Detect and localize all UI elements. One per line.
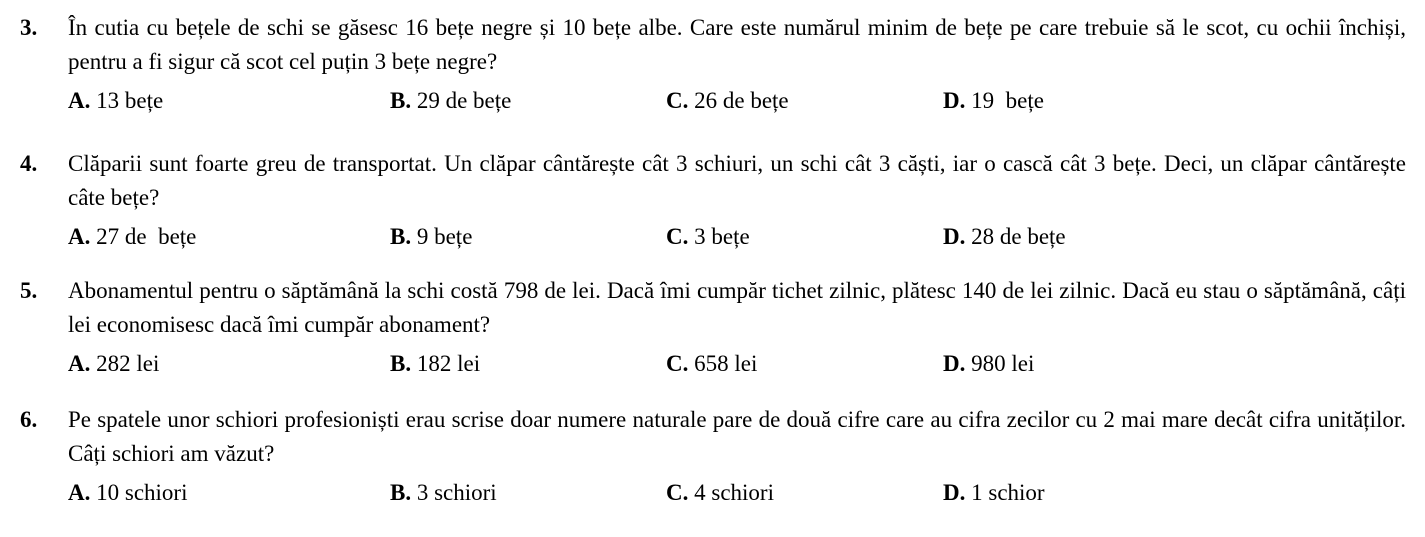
option-text: 28 de bețe [965, 224, 1066, 249]
option-letter: C. [666, 351, 689, 376]
option-text: 29 de bețe [411, 88, 512, 113]
option-letter: B. [390, 224, 412, 249]
option-b[interactable] [390, 347, 480, 381]
option-letter: D. [943, 351, 966, 376]
option-text: 10 schiori [90, 480, 188, 505]
option-text: 3 schiori [411, 480, 497, 505]
option-a[interactable] [68, 347, 159, 381]
question-text: Abonamentul pentru o săptămână la schi costă 798 de lei. Dacă îmi cumpăr tichet zilnic, plătesc 140 de lei zilnic. Dacă eu stau o săptămână, câți lei economisesc dacă îmi cumpăr abonament? [68, 278, 1406, 337]
option-text: 1 schior [965, 480, 1045, 505]
option-c[interactable] [666, 220, 750, 254]
option-letter: A. [68, 480, 91, 505]
option-text: 980 lei [965, 351, 1035, 376]
option-a[interactable] [68, 476, 187, 510]
option-b[interactable] [390, 220, 472, 254]
answer-options [0, 476, 1425, 510]
option-letter: D. [943, 480, 966, 505]
question-text: Clăparii sunt foarte greu de transportat. Un clăpar cântărește cât 3 schiuri, un schi cât 3 căști, iar o cască cât 3 bețe. Deci, un clăpar cântărește câte bețe? [68, 151, 1406, 210]
answer-options [0, 220, 1425, 254]
question-text: În cutia cu bețele de schi se găsesc 16 bețe negre și 10 bețe albe. Care este numărul minim de bețe pe care trebuie să le scot, cu ochii închiși, pentru a fi sigur că scot cel puțin 3 bețe negre? [68, 15, 1406, 74]
option-letter: D. [943, 224, 966, 249]
option-text: 3 bețe [688, 224, 750, 249]
option-d[interactable] [943, 476, 1045, 510]
option-b[interactable] [390, 476, 497, 510]
option-letter: B. [390, 480, 412, 505]
option-d[interactable] [943, 347, 1034, 381]
option-c[interactable] [666, 84, 789, 118]
option-d[interactable] [943, 220, 1066, 254]
option-letter: D. [943, 88, 966, 113]
option-letter: C. [666, 88, 689, 113]
option-letter: A. [68, 88, 91, 113]
option-letter: A. [68, 224, 91, 249]
option-a[interactable] [68, 84, 163, 118]
option-text: 27 de bețe [90, 224, 197, 249]
option-text: 13 bețe [90, 88, 164, 113]
question-number: 6. [20, 407, 38, 432]
option-text: 4 schiori [688, 480, 774, 505]
option-a[interactable] [68, 220, 196, 254]
option-text: 658 lei [688, 351, 758, 376]
question-number: 4. [20, 151, 38, 176]
option-c[interactable] [666, 476, 774, 510]
option-letter: A. [68, 351, 91, 376]
option-letter: C. [666, 224, 689, 249]
answer-options [0, 84, 1425, 118]
answer-options [0, 347, 1425, 381]
option-text: 26 de bețe [688, 88, 789, 113]
option-text: 182 lei [411, 351, 481, 376]
question-text: Pe spatele unor schiori profesioniști erau scrise doar numere naturale pare de două cifre care au cifra zecilor cu 2 mai mare decât cifra unităților. Câți schiori am văzut? [68, 407, 1406, 466]
option-letter: C. [666, 480, 689, 505]
option-d[interactable] [943, 84, 1044, 118]
option-b[interactable] [390, 84, 511, 118]
option-c[interactable] [666, 347, 757, 381]
option-text: 19 bețe [965, 88, 1044, 113]
option-letter: B. [390, 351, 412, 376]
question-number: 5. [20, 278, 38, 303]
option-letter: B. [390, 88, 412, 113]
option-text: 282 lei [90, 351, 160, 376]
question-number: 3. [20, 15, 38, 40]
option-text: 9 bețe [411, 224, 473, 249]
